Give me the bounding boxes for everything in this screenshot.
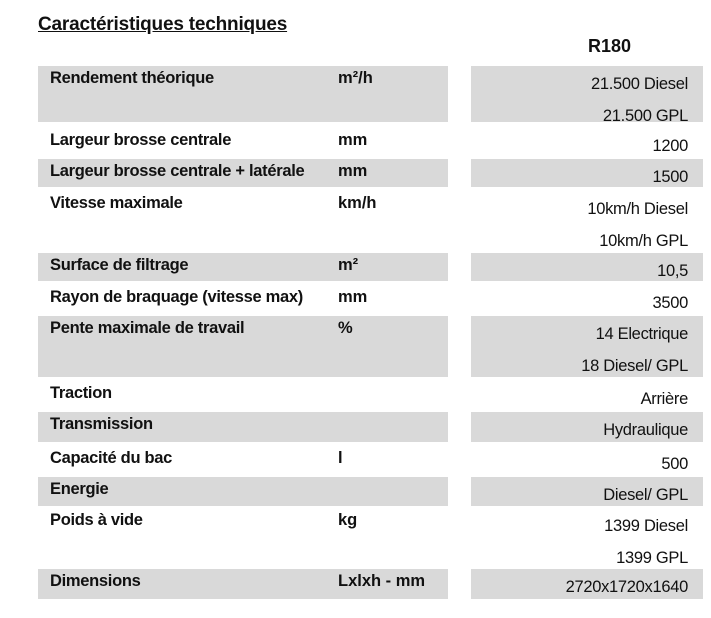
spec-unit: m²/h: [338, 69, 373, 87]
spec-label: Largeur brosse centrale + latérale: [38, 159, 448, 187]
spec-value-line: 500: [661, 455, 688, 473]
spec-label: Dimensions: [38, 569, 448, 599]
spec-value-line: 18 Diesel/ GPL: [581, 356, 688, 375]
spec-value-line: 1399 GPL: [616, 548, 688, 567]
model-header: R180: [588, 36, 632, 56]
spec-label: Surface de filtrage: [38, 253, 448, 281]
spec-unit: %: [338, 319, 353, 337]
spec-value: [471, 508, 703, 567]
spec-value: [471, 285, 703, 312]
table-row: [0, 477, 711, 506]
spec-unit: mm: [338, 288, 368, 306]
spec-unit: kg: [338, 511, 358, 529]
spec-value-line: 1399 Diesel: [604, 517, 688, 535]
spec-unit: m²: [338, 256, 359, 274]
spec-label: Traction: [50, 384, 112, 402]
table-row: [0, 381, 711, 408]
page-title: Caractéristiques techniques: [38, 14, 288, 35]
spec-label: Rendement théorique: [38, 66, 448, 122]
table-row: [0, 253, 711, 281]
table-row: [0, 569, 711, 599]
spec-label: Pente maximale de travail: [38, 316, 448, 377]
spec-value: [471, 412, 703, 442]
table-row: [0, 446, 711, 473]
table-row: [0, 66, 711, 125]
spec-value: [471, 569, 703, 599]
spec-value: [471, 253, 703, 281]
table-row: [0, 508, 711, 567]
spec-label: Vitesse maximale: [50, 194, 183, 212]
spec-value-line: 1500: [652, 168, 688, 186]
table-row: [0, 128, 711, 154]
spec-unit: km/h: [338, 194, 377, 212]
spec-value-line: Arrière: [640, 390, 688, 408]
spec-label: Rayon de braquage (vitesse max): [50, 288, 303, 306]
spec-value-line: Hydraulique: [603, 421, 688, 439]
table-row: [0, 285, 711, 312]
spec-value-line: 10km/h GPL: [599, 231, 688, 250]
spec-label: Largeur brosse centrale: [50, 131, 232, 149]
spec-value-line: 3500: [652, 294, 688, 312]
spec-unit: l: [338, 449, 343, 467]
table-row: [0, 316, 711, 377]
spec-value-line: 10,5: [657, 262, 688, 280]
spec-value: [471, 477, 703, 506]
spec-value-line: 21.500 Diesel: [590, 75, 688, 93]
spec-value: [471, 128, 703, 154]
spec-value: [471, 191, 703, 249]
spec-label: Capacité du bac: [50, 449, 173, 467]
spec-value-line: 1200: [652, 137, 688, 155]
spec-value: [471, 159, 703, 187]
spec-value: [471, 381, 703, 408]
spec-label: Poids à vide: [50, 511, 143, 529]
spec-value-line: 14 Electrique: [595, 325, 688, 343]
spec-value-line: 21.500 GPL: [602, 106, 688, 125]
table-row: [0, 191, 711, 249]
spec-value: [471, 446, 703, 473]
spec-value-line: Diesel/ GPL: [603, 486, 688, 504]
spec-value-line: 2720x1720x1640: [565, 578, 688, 596]
spec-value-line: 10km/h Diesel: [587, 200, 688, 218]
spec-unit: Lxlxh - mm: [338, 572, 426, 590]
spec-unit: mm: [338, 162, 368, 180]
spec-label: Energie: [38, 477, 448, 506]
spec-value: [471, 316, 703, 377]
spec-label: Transmission: [38, 412, 448, 442]
spec-value: [471, 66, 703, 125]
table-row: [0, 412, 711, 442]
table-row: [0, 159, 711, 187]
spec-unit: mm: [338, 131, 368, 149]
